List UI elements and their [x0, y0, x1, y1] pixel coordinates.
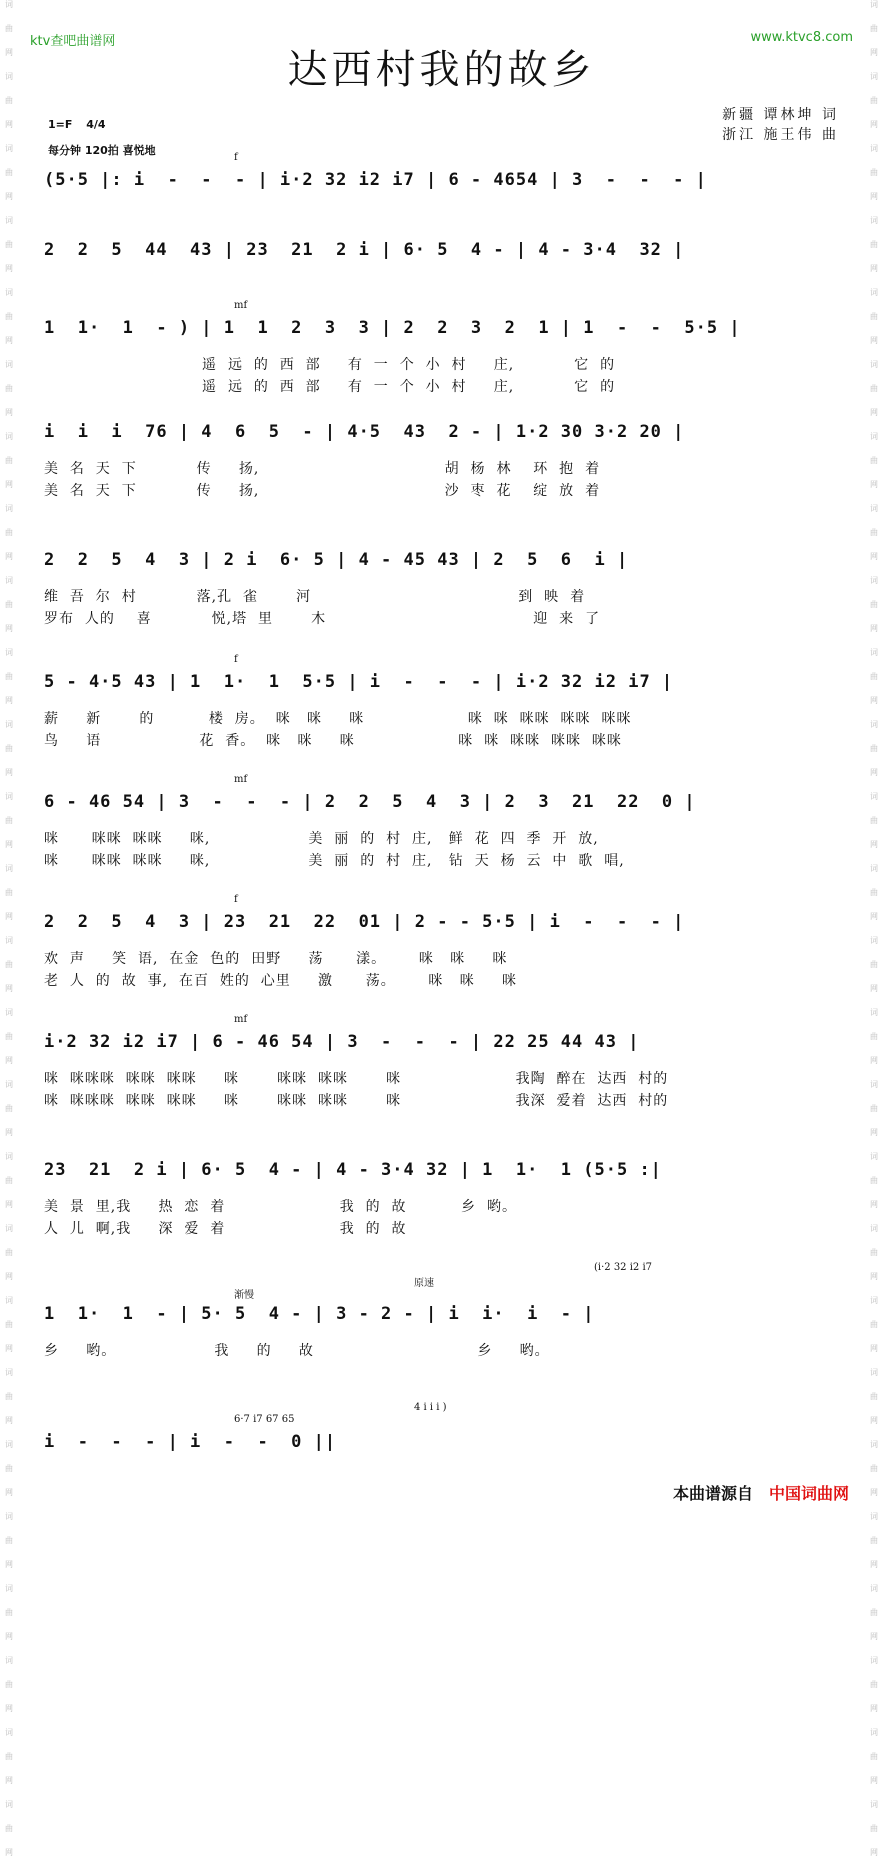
side-watermark-char: 词 [870, 936, 878, 945]
side-watermark-char: 词 [870, 72, 878, 81]
notation-line: 6 - 46 54 | 3 - - - | 2 2 5 4 3 | 2 3 21 22 0 | [44, 792, 696, 812]
side-watermark-char: 词 [870, 360, 878, 369]
side-watermark-char: 曲 [870, 672, 878, 681]
side-watermark-char: 词 [5, 1224, 13, 1233]
side-watermark-char: 曲 [5, 1752, 13, 1761]
side-watermark-char: 曲 [5, 1248, 13, 1257]
side-watermark-char: 词 [5, 144, 13, 153]
side-watermark-char: 网 [870, 480, 878, 489]
side-watermark-char: 词 [5, 792, 13, 801]
side-watermark-char: 词 [5, 576, 13, 585]
lyric-line: 薪 新 的 楼 房。 咪 咪 咪 咪 咪 咪咪 咪咪 咪咪 [44, 711, 632, 727]
side-watermark-char: 词 [5, 1728, 13, 1737]
side-watermark-char: 词 [870, 792, 878, 801]
side-watermark-char: 网 [870, 1344, 878, 1353]
side-watermark-char: 曲 [870, 1536, 878, 1545]
side-watermark-char: 曲 [5, 960, 13, 969]
side-watermark-char: 词 [870, 576, 878, 585]
side-watermark-char: 词 [870, 1152, 878, 1161]
side-watermark-char: 词 [870, 1584, 878, 1593]
side-watermark-char: 网 [870, 1632, 878, 1641]
side-watermark-char: 网 [870, 840, 878, 849]
side-watermark-char: 网 [5, 480, 13, 489]
staff-system [44, 300, 839, 418]
footer-site: 中国词曲网 [768, 1484, 849, 1503]
lyric-line: 罗布 人的 喜 悦,塔 里 木 迎 来 了 [44, 611, 601, 627]
notation-line: 2 2 5 44 43 | 23 21 2 i | 6· 5 4 - | 4 - 3·4 32 | [44, 240, 685, 260]
footer-credit [673, 1481, 849, 1504]
side-watermark-char: 词 [5, 1008, 13, 1017]
side-watermark-char: 曲 [870, 1680, 878, 1689]
side-watermark-char: 曲 [870, 1032, 878, 1041]
lyric-line: 美 景 里,我 热 恋 着 我 的 故 乡 哟。 [44, 1199, 517, 1215]
dynamic-mark: mf [234, 774, 248, 785]
side-watermark-char: 网 [5, 1704, 13, 1713]
side-watermark-char: 曲 [5, 1680, 13, 1689]
staff-system [44, 422, 839, 522]
side-watermark-char: 曲 [870, 600, 878, 609]
side-watermark-char: 词 [5, 360, 13, 369]
dynamic-mark: 6·7 i7 67 65 [234, 1414, 295, 1425]
side-watermark-char: 曲 [5, 816, 13, 825]
lyric-line: 美 名 天 下 传 扬, 胡 杨 林 环 抱 着 [44, 461, 601, 477]
side-watermark-char: 网 [870, 1200, 878, 1209]
side-watermark-char: 曲 [5, 312, 13, 321]
side-watermark-char: 曲 [870, 1464, 878, 1473]
side-watermark-char: 曲 [870, 312, 878, 321]
lyric-line: 乡 哟。 我 的 故 乡 哟。 [44, 1343, 550, 1359]
staff-system [44, 1262, 839, 1404]
side-watermark-char: 网 [5, 1632, 13, 1641]
notation-line: 1 1· 1 - | 5· 5 4 - | 3 - 2 - | i i· i - | [44, 1304, 595, 1324]
side-watermark-char: 网 [5, 48, 13, 57]
side-watermark-char: 词 [5, 1512, 13, 1521]
side-watermark-char: 网 [870, 1488, 878, 1497]
side-watermark-char: 曲 [870, 1608, 878, 1617]
dynamic-mark: mf [234, 1014, 248, 1025]
side-watermark-char: 曲 [870, 456, 878, 465]
side-watermark-char: 词 [870, 864, 878, 873]
side-watermark-char: 网 [5, 1488, 13, 1497]
side-watermark-char: 网 [5, 1776, 13, 1785]
dynamic-mark: 原速 [414, 1278, 434, 1289]
side-watermark-char: 曲 [5, 1320, 13, 1329]
side-watermark-char: 曲 [5, 1824, 13, 1833]
side-watermark-char: 词 [5, 1080, 13, 1089]
side-watermark-char: 词 [5, 1584, 13, 1593]
side-watermark-char: 网 [5, 1128, 13, 1137]
notation-line: 2 2 5 4 3 | 2 i 6· 5 | 4 - 45 43 | 2 5 6 i | [44, 550, 629, 570]
side-watermark-char: 词 [5, 216, 13, 225]
song-title: 达西村我的故乡 [287, 47, 596, 93]
side-watermark-char: 曲 [5, 168, 13, 177]
side-watermark-char: 网 [5, 192, 13, 201]
side-watermark-char: 词 [870, 1728, 878, 1737]
notation-line: i - - - | i - - 0 || [44, 1432, 337, 1452]
site-watermark-right: www.ktvc8.com [750, 30, 853, 45]
staff-system [44, 1014, 839, 1132]
lyric-line: 人 儿 啊,我 深 爱 着 我 的 故 [44, 1221, 407, 1237]
side-watermark-char: 网 [870, 1848, 878, 1857]
side-watermark-char: 网 [5, 768, 13, 777]
notation-line: (5·5 |: i - - - | i·2 32 i2 i7 | 6 - 4654 | 3 - - - | [44, 170, 707, 190]
side-watermark-char: 词 [5, 1152, 13, 1161]
side-watermark-char: 词 [5, 720, 13, 729]
side-watermark-char: 网 [870, 624, 878, 633]
side-watermark-right [867, 0, 881, 1857]
side-watermark-char: 曲 [5, 1104, 13, 1113]
side-watermark-char: 曲 [870, 1176, 878, 1185]
dynamic-mark: f [234, 654, 238, 665]
lyric-line: 老 人 的 故 事, 在百 姓的 心里 激 荡。 咪 咪 咪 [44, 973, 518, 989]
side-watermark-char: 曲 [5, 1536, 13, 1545]
side-watermark-char: 词 [870, 648, 878, 657]
side-watermark-char: 词 [870, 1800, 878, 1809]
side-watermark-char: 网 [5, 264, 13, 273]
side-watermark-char: 网 [870, 768, 878, 777]
side-watermark-char: 网 [5, 552, 13, 561]
dynamic-mark: 渐慢 [234, 1290, 254, 1301]
side-watermark-char: 曲 [870, 1248, 878, 1257]
side-watermark-char: 网 [870, 984, 878, 993]
side-watermark-char: 曲 [870, 24, 878, 33]
side-watermark-char: 曲 [5, 1176, 13, 1185]
side-watermark-char: 词 [5, 1656, 13, 1665]
side-watermark-char: 词 [5, 1296, 13, 1305]
side-watermark-char: 曲 [870, 1320, 878, 1329]
dynamic-mark: f [234, 152, 238, 163]
side-watermark-char: 词 [870, 1656, 878, 1665]
lyricist-credit: 新疆 谭林坤 词 [722, 107, 839, 123]
lyric-line: 遥 远 的 西 部 有 一 个 小 村 庄, 它 的 [44, 357, 616, 373]
side-watermark-char: 曲 [5, 1608, 13, 1617]
side-watermark-char: 词 [870, 0, 878, 9]
dynamic-mark: mf [234, 300, 248, 311]
side-watermark-char: 词 [870, 1368, 878, 1377]
side-watermark-char: 网 [5, 1560, 13, 1569]
side-watermark-char: 曲 [5, 24, 13, 33]
lyric-line: 美 名 天 下 传 扬, 沙 枣 花 绽 放 着 [44, 483, 601, 499]
side-watermark-char: 曲 [5, 888, 13, 897]
side-watermark-char: 曲 [5, 1392, 13, 1401]
side-watermark-char: 曲 [870, 1104, 878, 1113]
side-watermark-char: 网 [5, 1056, 13, 1065]
lyric-line: 咪 咪咪咪 咪咪 咪咪 咪 咪咪 咪咪 咪 我陶 醉在 达西 村的 [44, 1071, 669, 1087]
staff-system [44, 550, 839, 650]
side-watermark-char: 曲 [5, 528, 13, 537]
lyric-line: 咪 咪咪咪 咪咪 咪咪 咪 咪咪 咪咪 咪 我深 爱着 达西 村的 [44, 1093, 669, 1109]
site-watermark-left: ktv查吧曲谱网 [30, 34, 116, 49]
side-watermark-char: 词 [5, 288, 13, 297]
side-watermark-char: 曲 [870, 168, 878, 177]
side-watermark-char: 词 [870, 1008, 878, 1017]
side-watermark-char: 曲 [5, 384, 13, 393]
side-watermark-char: 曲 [5, 1464, 13, 1473]
side-watermark-char: 曲 [5, 600, 13, 609]
side-watermark-char: 曲 [870, 816, 878, 825]
side-watermark-char: 网 [870, 48, 878, 57]
lyric-line: 遥 远 的 西 部 有 一 个 小 村 庄, 它 的 [44, 379, 616, 395]
side-watermark-char: 网 [5, 912, 13, 921]
side-watermark-char: 曲 [870, 960, 878, 969]
side-watermark-char: 网 [870, 1056, 878, 1065]
side-watermark-char: 网 [870, 264, 878, 273]
side-watermark-char: 词 [870, 504, 878, 513]
side-watermark-char: 词 [5, 864, 13, 873]
notation-line: 1 1· 1 - ) | 1 1 2 3 3 | 2 2 3 2 1 | 1 - - 5·5 | [44, 318, 741, 338]
side-watermark-char: 曲 [870, 384, 878, 393]
side-watermark-char: 词 [870, 1224, 878, 1233]
side-watermark-char: 曲 [870, 96, 878, 105]
side-watermark-char: 词 [870, 1512, 878, 1521]
side-watermark-char: 曲 [5, 456, 13, 465]
side-watermark-char: 词 [5, 648, 13, 657]
composer-credit: 浙江 施王伟 曲 [722, 127, 839, 143]
side-watermark-char: 网 [5, 120, 13, 129]
notation-line: 5 - 4·5 43 | 1 1· 1 5·5 | i - - - | i·2 32 i2 i7 | [44, 672, 674, 692]
key-signature [48, 118, 106, 131]
side-watermark-char: 词 [870, 720, 878, 729]
tempo-marking: 每分钟 120拍 喜悦地 [48, 144, 156, 157]
key-label: 1=F [48, 118, 73, 131]
lyric-line: 维 吾 尔 村 落,孔 雀 河 到 映 着 [44, 589, 586, 605]
side-watermark-char: 网 [5, 1272, 13, 1281]
side-watermark-char: 网 [870, 1560, 878, 1569]
side-watermark-char: 词 [5, 72, 13, 81]
side-watermark-char: 网 [870, 696, 878, 705]
side-watermark-char: 网 [870, 552, 878, 561]
side-watermark-char: 词 [5, 1440, 13, 1449]
side-watermark-char: 网 [870, 120, 878, 129]
side-watermark-char: 词 [870, 144, 878, 153]
staff-system [44, 894, 839, 1012]
lyric-line: 鸟 语 花 香。 咪 咪 咪 咪 咪 咪咪 咪咪 咪咪 [44, 733, 622, 749]
side-watermark-char: 曲 [870, 888, 878, 897]
side-watermark-char: 网 [5, 984, 13, 993]
side-watermark-char: 网 [5, 408, 13, 417]
side-watermark-char: 词 [870, 288, 878, 297]
lyric-line: 咪 咪咪 咪咪 咪, 美 丽 的 村 庄, 鲜 花 四 季 开 放, [44, 831, 599, 847]
staff-system [44, 774, 839, 892]
notation-line: 23 21 2 i | 6· 5 4 - | 4 - 3·4 32 | 1 1· 1 (5·5 :| [44, 1160, 662, 1180]
side-watermark-char: 网 [870, 192, 878, 201]
staff-system [44, 654, 839, 772]
side-watermark-char: 网 [870, 1128, 878, 1137]
side-watermark-char: 曲 [870, 1392, 878, 1401]
staff-system [44, 1160, 839, 1260]
side-watermark-char: 曲 [870, 1824, 878, 1833]
side-watermark-char: 网 [870, 1272, 878, 1281]
side-watermark-char: 网 [870, 336, 878, 345]
side-watermark-char: 网 [5, 1200, 13, 1209]
side-watermark-char: 词 [5, 1368, 13, 1377]
side-watermark-char: 曲 [870, 240, 878, 249]
side-watermark-char: 网 [870, 912, 878, 921]
dynamic-mark: (i·2 32 i2 i7 [594, 1262, 653, 1273]
side-watermark-char: 曲 [5, 744, 13, 753]
side-watermark-char: 词 [870, 1080, 878, 1089]
side-watermark-char: 网 [5, 1416, 13, 1425]
side-watermark-char: 网 [5, 696, 13, 705]
side-watermark-char: 曲 [5, 1032, 13, 1041]
side-watermark-char: 词 [5, 936, 13, 945]
side-watermark-char: 网 [5, 624, 13, 633]
side-watermark-char: 词 [5, 432, 13, 441]
side-watermark-char: 词 [870, 216, 878, 225]
lyric-line: 咪 咪咪 咪咪 咪, 美 丽 的 村 庄, 钻 天 杨 云 中 歌 唱, [44, 853, 625, 869]
notation-line: i i i 76 | 4 6 5 - | 4·5 43 2 - | 1·2 30 3·2 20 | [44, 422, 685, 442]
side-watermark-char: 网 [870, 1776, 878, 1785]
side-watermark-char: 曲 [870, 528, 878, 537]
side-watermark-char: 网 [870, 408, 878, 417]
side-watermark-char: 网 [5, 336, 13, 345]
footer-source: 本曲谱源自 [672, 1484, 753, 1503]
side-watermark-char: 词 [5, 504, 13, 513]
side-watermark-char: 网 [870, 1416, 878, 1425]
notation-line: i·2 32 i2 i7 | 6 - 46 54 | 3 - - - | 22 25 44 43 | [44, 1032, 640, 1052]
dynamic-mark: 4 i i i ) [414, 1402, 447, 1413]
side-watermark-char: 词 [870, 432, 878, 441]
side-watermark-char: 网 [5, 840, 13, 849]
side-watermark-char: 词 [870, 1440, 878, 1449]
side-watermark-char: 曲 [870, 744, 878, 753]
side-watermark-char: 曲 [870, 1752, 878, 1761]
lyric-line: 欢 声 笑 语, 在金 色的 田野 荡 漾。 咪 咪 咪 [44, 951, 508, 967]
side-watermark-char: 词 [5, 1800, 13, 1809]
side-watermark-char: 网 [5, 1344, 13, 1353]
dynamic-mark: f [234, 894, 238, 905]
side-watermark-char: 网 [5, 1848, 13, 1857]
side-watermark-char: 曲 [5, 672, 13, 681]
side-watermark-char: 曲 [5, 240, 13, 249]
side-watermark-char: 词 [870, 1296, 878, 1305]
side-watermark-char: 曲 [5, 96, 13, 105]
notation-line: 2 2 5 4 3 | 23 21 22 01 | 2 - - 5·5 | i - - - | [44, 912, 685, 932]
time-signature: 4/4 [86, 118, 106, 131]
side-watermark-char: 词 [5, 0, 13, 9]
side-watermark-char: 网 [870, 1704, 878, 1713]
side-watermark-left [2, 0, 16, 1857]
